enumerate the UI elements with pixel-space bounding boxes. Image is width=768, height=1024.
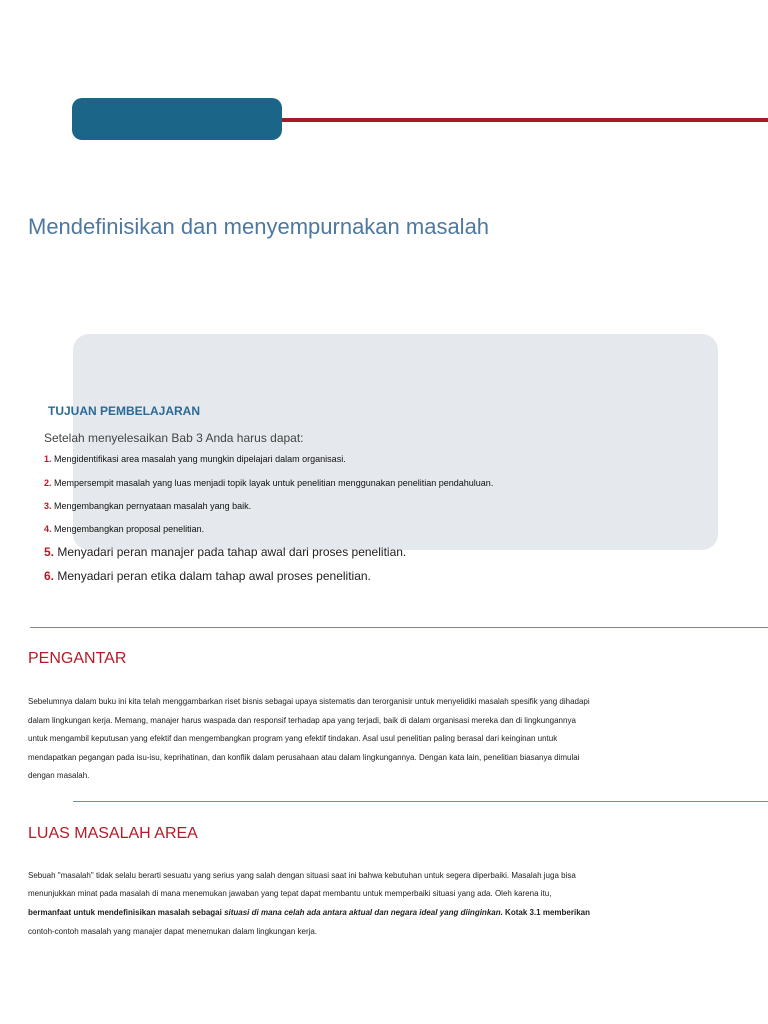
paragraph-line: dalam lingkungan kerja. Memang, manajer harus waspada dan responsif terhadap apa yang terjadi, baik di dalam organisasi mereka dan di lingkungannya <box>28 716 576 725</box>
objective-item: 4. Mengembangkan proposal penelitian. <box>44 524 205 534</box>
chapter-title: Mendefinisikan dan menyempurnakan masalah <box>28 214 490 239</box>
paragraph-line: dengan masalah. <box>28 771 90 780</box>
paragraph-line: Sebelumnya dalam buku ini kita telah menggambarkan riset bisnis sebagai upaya sistematis dan terorganisir untuk menyelidiki masalah spesifik yang dihadapi <box>28 697 590 706</box>
paragraph-line: contoh-contoh masalah yang manajer dapat menemukan dalam lingkungan kerja. <box>28 927 318 936</box>
paragraph-line: menunjukkan minat pada masalah di mana menemukan jawaban yang tepat dapat membantu untuk memperbaiki situasi yang ada. Oleh karena itu, <box>28 889 552 898</box>
objective-item: 6. Menyadari peran etika dalam tahap awal proses penelitian. <box>44 569 371 583</box>
objectives-heading: TUJUAN PEMBELAJARAN <box>48 404 201 418</box>
paragraph-line: bermanfaat untuk mendefinisikan masalah sebagai situasi di mana celah ada antara aktual dan negara ideal yang diinginkan. Kotak 3.1 memberikan <box>28 908 590 917</box>
paragraph-line: mendapatkan pegangan pada isu-isu, keprihatinan, dan konflik dalam perusahaan atau dalam lingkungannya. Dengan kata lain, penelitian biasanya dimulai <box>28 753 580 762</box>
paragraph-line: untuk mengambil keputusan yang efektif dan mengembangkan program yang efektif tindakan. Asal usul penelitian paling berasal dari keinginan untuk <box>28 734 558 743</box>
section-heading-pengantar: PENGANTAR <box>28 650 127 667</box>
header-rule <box>282 118 768 122</box>
section-divider <box>30 627 768 628</box>
chapter-label-pill <box>72 98 282 140</box>
objective-item: 2. Mempersempit masalah yang luas menjadi topik layak untuk penelitian menggunakan penelitian pendahuluan. <box>44 478 494 488</box>
objective-item: 5. Menyadari peran manajer pada tahap awal dari proses penelitian. <box>44 545 407 559</box>
objective-item: 3. Mengembangkan pernyataan masalah yang baik. <box>44 501 252 511</box>
objectives-intro: Setelah menyelesaikan Bab 3 Anda harus dapat: <box>44 431 304 445</box>
objective-item: 1. Mengidentifikasi area masalah yang mungkin dipelajari dalam organisasi. <box>44 454 346 464</box>
section-heading-luas-masalah: LUAS MASALAH AREA <box>28 825 198 842</box>
section-divider <box>73 801 768 802</box>
paragraph-line: Sebuah "masalah" tidak selalu berarti sesuatu yang serius yang salah dengan situasi saat ini bahwa kebutuhan untuk segera diperbaiki. Masalah juga bisa <box>28 871 576 880</box>
